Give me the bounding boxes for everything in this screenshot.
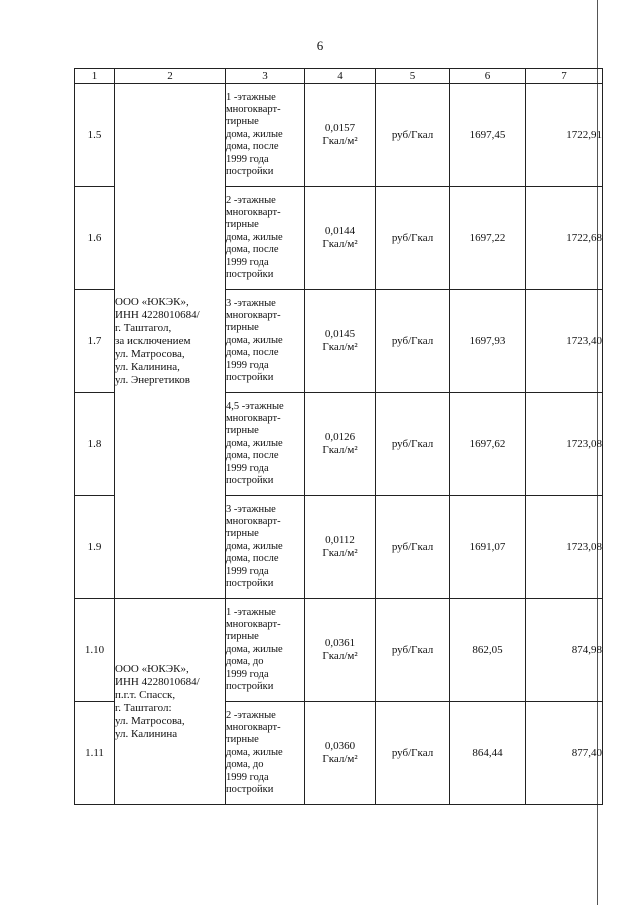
building-description: [226, 187, 305, 290]
organization-line: ООО «ЮКЭК»,: [115, 662, 189, 675]
norm-unit: Гкал/м²: [322, 650, 358, 662]
building-description: [226, 702, 305, 805]
norm-value: 0,0361: [324, 637, 356, 649]
description-line: тирные: [226, 116, 259, 128]
organization-line: ул. Энергетиков: [115, 373, 190, 386]
building-description: [226, 599, 305, 702]
building-description: [226, 84, 305, 187]
tariff-value-col6: 864,44: [450, 702, 526, 805]
description-line: 3 -этажные: [226, 297, 276, 309]
description-line: 2 -этажные: [226, 709, 276, 721]
description-line: дома, жилые: [226, 334, 283, 346]
description-line: многокварт-: [226, 309, 281, 321]
column-header: 5: [376, 69, 450, 84]
tariff-value-col7: 874,98: [526, 599, 603, 702]
consumption-norm: [305, 187, 376, 290]
tariff-value-col6: 1697,93: [450, 290, 526, 393]
consumption-norm: [305, 496, 376, 599]
column-header: 6: [450, 69, 526, 84]
column-header: 3: [226, 69, 305, 84]
description-line: дома, после: [226, 553, 279, 565]
description-line: тирные: [226, 631, 259, 643]
organization-line: ООО «ЮКЭК»,: [115, 295, 189, 308]
organization-line: ИНН 4228010684/: [115, 675, 200, 688]
description-line: многокварт-: [226, 206, 281, 218]
consumption-norm: [305, 393, 376, 496]
norm-unit: Гкал/м²: [322, 341, 358, 353]
norm-unit: Гкал/м²: [322, 547, 358, 559]
description-line: дома, после: [226, 347, 279, 359]
description-line: 1999 года: [226, 256, 269, 268]
tariff-unit: руб/Гкал: [376, 187, 450, 290]
description-line: многокварт-: [226, 721, 281, 733]
description-line: многокварт-: [226, 412, 281, 424]
consumption-norm: [305, 290, 376, 393]
organization-line: за исключением: [115, 334, 191, 347]
tariff-value-col6: 1697,62: [450, 393, 526, 496]
tariff-value-col6: 1697,22: [450, 187, 526, 290]
description-line: тирные: [226, 219, 259, 231]
description-line: 2 -этажные: [226, 194, 276, 206]
tariff-value-col7: 1722,68: [526, 187, 603, 290]
description-line: дома, до: [226, 759, 264, 771]
description-line: 1999 года: [226, 565, 269, 577]
tariff-value-col6: 1697,45: [450, 84, 526, 187]
description-line: 3 -этажные: [226, 503, 276, 515]
norm-unit: Гкал/м²: [322, 135, 358, 147]
description-line: постройки: [226, 475, 274, 487]
norm-value: 0,0145: [324, 328, 356, 340]
header-row: [75, 69, 603, 84]
description-line: 1999 года: [226, 359, 269, 371]
description-line: дома, после: [226, 450, 279, 462]
description-line: 1 -этажные: [226, 91, 276, 103]
tariff-value-col6: 1691,07: [450, 496, 526, 599]
norm-unit: Гкал/м²: [322, 238, 358, 250]
norm-value: 0,0112: [325, 534, 355, 546]
organization-cell: [115, 599, 226, 805]
organization-line: ИНН 4228010684/: [115, 308, 200, 321]
tariff-value-col7: 1723,08: [526, 496, 603, 599]
table-row: [75, 599, 603, 702]
description-line: постройки: [226, 681, 274, 693]
description-line: 1999 года: [226, 668, 269, 680]
description-line: многокварт-: [226, 618, 281, 630]
tariff-unit: руб/Гкал: [376, 290, 450, 393]
row-number: 1.9: [75, 496, 115, 599]
tariff-value-col7: 1723,08: [526, 393, 603, 496]
tariff-table: [74, 68, 603, 805]
description-line: 1999 года: [226, 771, 269, 783]
norm-value: 0,0360: [324, 740, 356, 752]
description-line: постройки: [226, 166, 274, 178]
description-line: постройки: [226, 269, 274, 281]
tariff-value-col7: 1723,40: [526, 290, 603, 393]
organization-line: ул. Калинина: [115, 727, 178, 740]
table-row: [75, 84, 603, 187]
tariff-unit: руб/Гкал: [376, 496, 450, 599]
tariff-unit: руб/Гкал: [376, 393, 450, 496]
description-line: постройки: [226, 784, 274, 796]
description-line: 1999 года: [226, 153, 269, 165]
description-line: тирные: [226, 322, 259, 334]
description-line: 1999 года: [226, 462, 269, 474]
organization-line: п.г.т. Спасск,: [115, 688, 176, 701]
description-line: многокварт-: [226, 515, 281, 527]
row-number: 1.8: [75, 393, 115, 496]
column-header: 2: [115, 69, 226, 84]
description-line: 4,5 -этажные: [226, 400, 284, 412]
column-header: 7: [526, 69, 603, 84]
organization-cell: [115, 84, 226, 599]
description-line: дома, после: [226, 244, 279, 256]
norm-unit: Гкал/м²: [322, 444, 358, 456]
description-line: тирные: [226, 528, 259, 540]
consumption-norm: [305, 84, 376, 187]
description-line: многокварт-: [226, 103, 281, 115]
norm-value: 0,0126: [324, 431, 356, 443]
norm-unit: Гкал/м²: [322, 753, 358, 765]
description-line: дома, после: [226, 141, 279, 153]
row-number: 1.6: [75, 187, 115, 290]
description-line: дома, жилые: [226, 231, 283, 243]
description-line: дома, жилые: [226, 540, 283, 552]
tariff-value-col7: 877,40: [526, 702, 603, 805]
organization-line: ул. Матросова,: [115, 714, 185, 727]
norm-value: 0,0144: [324, 225, 356, 237]
description-line: дома, жилые: [226, 128, 283, 140]
tariff-unit: руб/Гкал: [376, 702, 450, 805]
row-number: 1.10: [75, 599, 115, 702]
description-line: постройки: [226, 372, 274, 384]
norm-value: 0,0157: [324, 122, 356, 134]
tariff-unit: руб/Гкал: [376, 599, 450, 702]
description-line: дома, жилые: [226, 643, 283, 655]
column-header: 4: [305, 69, 376, 84]
row-number: 1.11: [75, 702, 115, 805]
row-number: 1.7: [75, 290, 115, 393]
organization-line: ул. Матросова,: [115, 347, 185, 360]
column-header: 1: [75, 69, 115, 84]
building-description: [226, 496, 305, 599]
building-description: [226, 290, 305, 393]
description-line: дома, жилые: [226, 746, 283, 758]
tariff-value-col6: 862,05: [450, 599, 526, 702]
tariff-value-col7: 1722,91: [526, 84, 603, 187]
description-line: тирные: [226, 425, 259, 437]
row-number: 1.5: [75, 84, 115, 187]
consumption-norm: [305, 599, 376, 702]
description-line: дома, жилые: [226, 437, 283, 449]
building-description: [226, 393, 305, 496]
description-line: 1 -этажные: [226, 606, 276, 618]
description-line: тирные: [226, 734, 259, 746]
tariff-unit: руб/Гкал: [376, 84, 450, 187]
organization-line: г. Таштагол,: [115, 321, 172, 334]
description-line: дома, до: [226, 656, 264, 668]
organization-line: ул. Калинина,: [115, 360, 180, 373]
description-line: постройки: [226, 578, 274, 590]
organization-line: г. Таштагол:: [115, 701, 172, 714]
consumption-norm: [305, 702, 376, 805]
page-number: 6: [316, 38, 324, 53]
